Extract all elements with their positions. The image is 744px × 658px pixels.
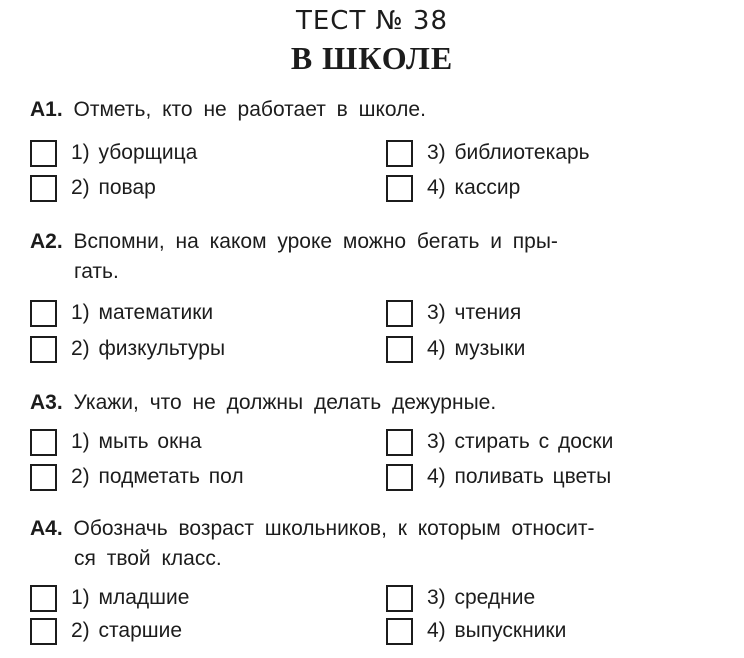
answer-option-3[interactable] <box>386 137 590 169</box>
answer-checkbox[interactable] <box>30 140 57 167</box>
answer-checkbox[interactable] <box>30 585 57 612</box>
answer-label: 4) кассир <box>427 176 521 199</box>
answer-label: 3) чтения <box>427 301 522 324</box>
answer-label: 2) старшие <box>71 619 183 642</box>
answer-checkbox[interactable] <box>30 429 57 456</box>
answer-label: 4) музыки <box>427 337 526 360</box>
answer-label: 1) младшие <box>71 586 190 609</box>
answer-option-4[interactable] <box>386 615 566 647</box>
question-continuation: ся твой класс. <box>74 547 222 570</box>
answer-checkbox[interactable] <box>30 336 57 363</box>
answer-option-2[interactable] <box>30 615 182 647</box>
answer-label: 4) выпускники <box>427 619 567 642</box>
title-block <box>0 4 744 76</box>
answer-checkbox[interactable] <box>386 618 413 645</box>
question-text <box>30 227 720 287</box>
answer-checkbox[interactable] <box>30 175 57 202</box>
answer-option-3[interactable] <box>386 582 535 614</box>
answer-option-4[interactable] <box>386 172 520 204</box>
question-a1 <box>30 95 720 199</box>
answer-label: 3) библиотекарь <box>427 141 590 164</box>
answer-checkbox[interactable] <box>386 585 413 612</box>
answer-checkbox[interactable] <box>386 429 413 456</box>
answer-option-1[interactable] <box>30 137 197 169</box>
question-prompt: Отметь, кто не работает в школе. <box>73 98 426 121</box>
answer-option-1[interactable] <box>30 426 202 458</box>
answer-option-4[interactable] <box>386 461 611 493</box>
test-number: ТЕСТ № 38 <box>296 6 448 36</box>
answer-label: 1) мыть окна <box>71 430 202 453</box>
question-continuation: гать. <box>74 260 119 283</box>
question-text <box>30 514 720 574</box>
question-prompt: Вспомни, на каком уроке можно бегать и пры- <box>73 230 558 253</box>
answer-option-2[interactable] <box>30 172 156 204</box>
question-prompt: Укажи, что не должны делать дежурные. <box>73 391 497 414</box>
answer-checkbox[interactable] <box>30 618 57 645</box>
answer-label: 4) поливать цветы <box>427 465 612 488</box>
answer-option-3[interactable] <box>386 297 521 329</box>
answer-checkbox[interactable] <box>386 336 413 363</box>
answer-option-4[interactable] <box>386 333 525 365</box>
answer-label: 2) физкультуры <box>71 337 226 360</box>
answer-checkbox[interactable] <box>30 464 57 491</box>
answer-label: 3) стирать с доски <box>427 430 614 453</box>
question-prompt: Обозначь возраст школьников, к которым относит- <box>73 517 595 540</box>
question-number: А3. <box>30 391 63 414</box>
answer-option-1[interactable] <box>30 297 213 329</box>
answer-checkbox[interactable] <box>386 300 413 327</box>
question-a4 <box>30 514 720 642</box>
answer-option-1[interactable] <box>30 582 189 614</box>
answer-option-2[interactable] <box>30 461 244 493</box>
answer-label: 2) подметать пол <box>71 465 244 488</box>
answer-label: 1) математики <box>71 301 214 324</box>
answer-checkbox[interactable] <box>386 140 413 167</box>
question-a2 <box>30 227 720 360</box>
question-number: А4. <box>30 517 63 540</box>
question-text <box>30 388 720 418</box>
answer-label: 2) повар <box>71 176 156 199</box>
question-number: А1. <box>30 98 63 121</box>
question-a3 <box>30 388 720 488</box>
answer-label: 3) средние <box>427 586 536 609</box>
answer-option-3[interactable] <box>386 426 613 458</box>
test-title: В ШКОЛЕ <box>290 40 454 76</box>
question-number: А2. <box>30 230 63 253</box>
answer-checkbox[interactable] <box>386 175 413 202</box>
answer-option-2[interactable] <box>30 333 225 365</box>
answer-checkbox[interactable] <box>386 464 413 491</box>
answer-label: 1) уборщица <box>71 141 198 164</box>
answer-checkbox[interactable] <box>30 300 57 327</box>
question-text <box>30 95 720 125</box>
